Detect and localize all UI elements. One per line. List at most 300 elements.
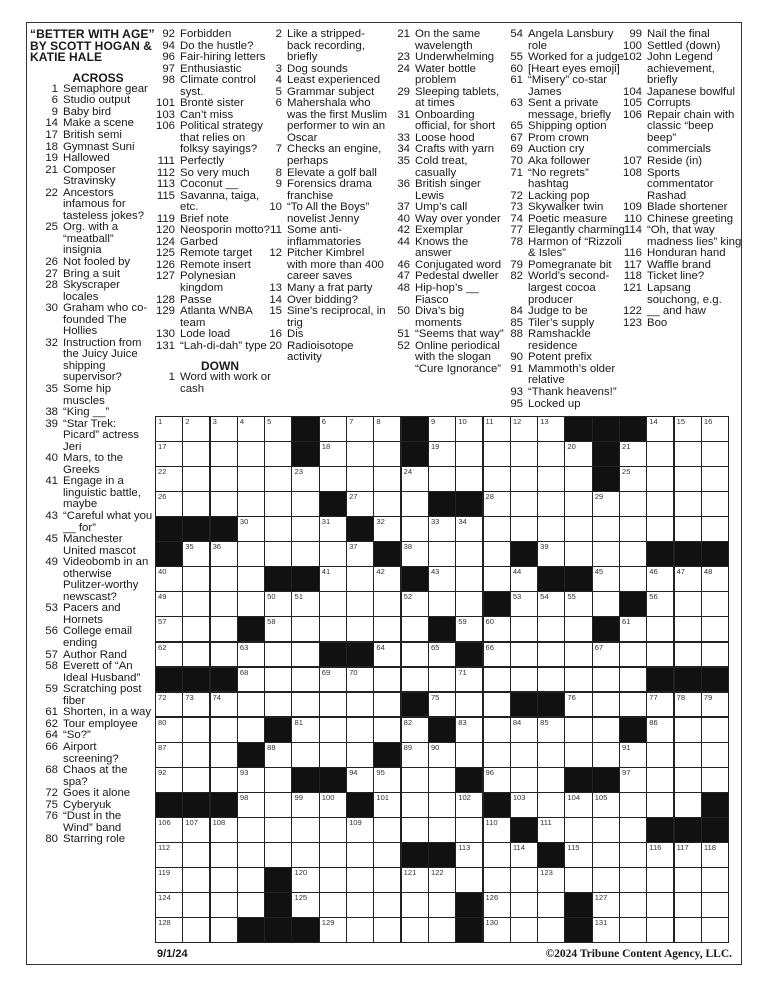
grid-cell[interactable]: [374, 517, 400, 541]
grid-cell[interactable]: [292, 743, 318, 767]
grid-cell[interactable]: [402, 818, 428, 842]
grid-cell[interactable]: [429, 693, 455, 717]
grid-cell[interactable]: [620, 818, 646, 842]
grid-cell[interactable]: [675, 743, 701, 767]
grid-cell[interactable]: [456, 743, 482, 767]
grid-cell[interactable]: [347, 743, 373, 767]
grid-cell[interactable]: [702, 768, 728, 792]
grid-cell[interactable]: [402, 718, 428, 742]
grid-cell[interactable]: [620, 442, 646, 466]
grid-cell[interactable]: [211, 592, 237, 616]
down-clue-114[interactable]: [614, 225, 742, 248]
grid-cell[interactable]: [702, 868, 728, 892]
grid-cell[interactable]: [374, 693, 400, 717]
grid-cell[interactable]: [292, 492, 318, 516]
grid-cell[interactable]: [565, 793, 591, 817]
grid-cell[interactable]: [675, 492, 701, 516]
grid-cell[interactable]: [538, 818, 564, 842]
grid-cell[interactable]: [702, 693, 728, 717]
grid-cell[interactable]: [593, 492, 619, 516]
grid-cell[interactable]: [620, 668, 646, 692]
grid-cell[interactable]: [156, 567, 182, 591]
across-clue-53[interactable]: [30, 603, 154, 626]
grid-cell[interactable]: [565, 843, 591, 867]
grid-cell[interactable]: [702, 567, 728, 591]
grid-cell[interactable]: [402, 768, 428, 792]
down-clue-50[interactable]: [388, 306, 508, 329]
grid-cell[interactable]: [429, 818, 455, 842]
grid-cell[interactable]: [456, 542, 482, 566]
grid-cell[interactable]: [593, 693, 619, 717]
grid-cell[interactable]: [211, 918, 237, 942]
down-clue-88[interactable]: [503, 329, 628, 352]
grid-cell[interactable]: [484, 868, 510, 892]
grid-cell[interactable]: [402, 918, 428, 942]
grid-cell[interactable]: [702, 442, 728, 466]
grid-cell[interactable]: [183, 567, 209, 591]
grid-cell[interactable]: [456, 818, 482, 842]
grid-cell[interactable]: [183, 643, 209, 667]
grid-cell[interactable]: [593, 718, 619, 742]
grid-cell[interactable]: [593, 517, 619, 541]
grid-cell[interactable]: [211, 417, 237, 441]
grid-cell[interactable]: [484, 467, 510, 491]
grid-cell[interactable]: [265, 542, 291, 566]
grid-cell[interactable]: [511, 617, 537, 641]
grid-cell[interactable]: [183, 868, 209, 892]
across-clue-30[interactable]: [30, 303, 154, 338]
grid-cell[interactable]: [484, 567, 510, 591]
grid-cell[interactable]: [593, 893, 619, 917]
grid-cell[interactable]: [156, 918, 182, 942]
grid-cell[interactable]: [183, 843, 209, 867]
across-clue-127[interactable]: [150, 271, 276, 294]
grid-cell[interactable]: [456, 868, 482, 892]
grid-cell[interactable]: [511, 843, 537, 867]
down-clue-71[interactable]: [503, 168, 628, 191]
across-clue-26[interactable]: [30, 257, 154, 269]
grid-cell[interactable]: [211, 768, 237, 792]
grid-cell[interactable]: [402, 743, 428, 767]
grid-cell[interactable]: [593, 843, 619, 867]
across-clue-21[interactable]: [30, 165, 154, 188]
grid-cell[interactable]: [320, 442, 346, 466]
grid-cell[interactable]: [675, 793, 701, 817]
across-clue-56[interactable]: [30, 626, 154, 649]
down-clue-9[interactable]: [265, 179, 387, 202]
grid-cell[interactable]: [429, 918, 455, 942]
grid-cell[interactable]: [374, 467, 400, 491]
grid-cell[interactable]: [565, 643, 591, 667]
grid-cell[interactable]: [702, 467, 728, 491]
grid-cell[interactable]: [620, 517, 646, 541]
grid-cell[interactable]: [347, 417, 373, 441]
grid-cell[interactable]: [320, 693, 346, 717]
grid-cell[interactable]: [647, 643, 673, 667]
grid-cell[interactable]: [238, 442, 264, 466]
grid-cell[interactable]: [347, 893, 373, 917]
grid-cell[interactable]: [183, 617, 209, 641]
grid-cell[interactable]: [402, 868, 428, 892]
down-clue-70[interactable]: [503, 156, 628, 168]
across-clue-66[interactable]: [30, 742, 154, 765]
grid-cell[interactable]: [156, 693, 182, 717]
grid-cell[interactable]: [211, 442, 237, 466]
grid-cell[interactable]: [211, 718, 237, 742]
down-clue-11[interactable]: [265, 225, 387, 248]
grid-cell[interactable]: [620, 492, 646, 516]
grid-cell[interactable]: [620, 793, 646, 817]
grid-cell[interactable]: [265, 843, 291, 867]
grid-cell[interactable]: [211, 868, 237, 892]
grid-cell[interactable]: [183, 693, 209, 717]
grid-cell[interactable]: [565, 818, 591, 842]
grid-cell[interactable]: [320, 668, 346, 692]
grid-cell[interactable]: [347, 693, 373, 717]
crossword-grid[interactable]: [155, 416, 729, 943]
grid-cell[interactable]: [620, 542, 646, 566]
down-clue-48[interactable]: [388, 283, 508, 306]
grid-cell[interactable]: [292, 893, 318, 917]
across-clue-35[interactable]: [30, 384, 154, 407]
grid-cell[interactable]: [511, 868, 537, 892]
grid-cell[interactable]: [265, 492, 291, 516]
grid-cell[interactable]: [265, 617, 291, 641]
grid-cell[interactable]: [538, 467, 564, 491]
grid-cell[interactable]: [292, 517, 318, 541]
grid-cell[interactable]: [538, 517, 564, 541]
grid-cell[interactable]: [511, 918, 537, 942]
grid-cell[interactable]: [511, 743, 537, 767]
grid-cell[interactable]: [429, 467, 455, 491]
grid-cell[interactable]: [484, 492, 510, 516]
grid-cell[interactable]: [211, 492, 237, 516]
grid-cell[interactable]: [292, 668, 318, 692]
grid-cell[interactable]: [156, 768, 182, 792]
grid-cell[interactable]: [456, 567, 482, 591]
grid-cell[interactable]: [347, 768, 373, 792]
grid-cell[interactable]: [183, 718, 209, 742]
down-clue-99[interactable]: [614, 29, 742, 41]
down-clue-10[interactable]: [265, 202, 387, 225]
grid-cell[interactable]: [511, 643, 537, 667]
grid-cell[interactable]: [292, 868, 318, 892]
down-clue-93[interactable]: [503, 387, 628, 399]
down-clue-78[interactable]: [503, 237, 628, 260]
grid-cell[interactable]: [647, 918, 673, 942]
grid-cell[interactable]: [402, 793, 428, 817]
grid-cell[interactable]: [265, 442, 291, 466]
grid-cell[interactable]: [292, 617, 318, 641]
grid-cell[interactable]: [702, 843, 728, 867]
grid-cell[interactable]: [183, 417, 209, 441]
grid-cell[interactable]: [320, 517, 346, 541]
across-clue-72[interactable]: [30, 788, 154, 800]
grid-cell[interactable]: [265, 643, 291, 667]
grid-cell[interactable]: [620, 617, 646, 641]
grid-cell[interactable]: [347, 492, 373, 516]
grid-cell[interactable]: [620, 567, 646, 591]
grid-cell[interactable]: [183, 768, 209, 792]
grid-cell[interactable]: [484, 417, 510, 441]
across-clue-96[interactable]: [150, 52, 276, 64]
grid-cell[interactable]: [156, 492, 182, 516]
down-clue-106[interactable]: [614, 110, 742, 156]
grid-cell[interactable]: [538, 868, 564, 892]
grid-cell[interactable]: [320, 918, 346, 942]
grid-cell[interactable]: [211, 643, 237, 667]
grid-cell[interactable]: [156, 843, 182, 867]
grid-cell[interactable]: [238, 718, 264, 742]
grid-cell[interactable]: [647, 492, 673, 516]
grid-cell[interactable]: [620, 743, 646, 767]
grid-cell[interactable]: [511, 417, 537, 441]
grid-cell[interactable]: [402, 668, 428, 692]
down-clue-2[interactable]: [265, 29, 387, 64]
grid-cell[interactable]: [292, 592, 318, 616]
grid-cell[interactable]: [538, 718, 564, 742]
grid-cell[interactable]: [675, 893, 701, 917]
grid-cell[interactable]: [347, 918, 373, 942]
grid-cell[interactable]: [456, 668, 482, 692]
grid-cell[interactable]: [429, 668, 455, 692]
grid-cell[interactable]: [565, 592, 591, 616]
grid-cell[interactable]: [429, 592, 455, 616]
grid-cell[interactable]: [647, 617, 673, 641]
grid-cell[interactable]: [238, 517, 264, 541]
grid-cell[interactable]: [484, 843, 510, 867]
down-clue-15[interactable]: [265, 306, 387, 329]
grid-cell[interactable]: [511, 442, 537, 466]
grid-cell[interactable]: [211, 467, 237, 491]
grid-cell[interactable]: [183, 592, 209, 616]
grid-cell[interactable]: [429, 793, 455, 817]
grid-cell[interactable]: [374, 668, 400, 692]
grid-cell[interactable]: [702, 517, 728, 541]
grid-cell[interactable]: [484, 693, 510, 717]
down-clue-6[interactable]: [265, 98, 387, 144]
down-clue-55[interactable]: [503, 52, 628, 64]
grid-cell[interactable]: [320, 617, 346, 641]
grid-cell[interactable]: [647, 467, 673, 491]
grid-cell[interactable]: [675, 517, 701, 541]
grid-cell[interactable]: [620, 467, 646, 491]
across-clue-45[interactable]: [30, 534, 154, 557]
grid-cell[interactable]: [484, 442, 510, 466]
grid-cell[interactable]: [238, 417, 264, 441]
grid-cell[interactable]: [702, 743, 728, 767]
across-clue-58[interactable]: [30, 661, 154, 684]
grid-cell[interactable]: [320, 567, 346, 591]
grid-cell[interactable]: [484, 643, 510, 667]
grid-cell[interactable]: [593, 567, 619, 591]
grid-cell[interactable]: [593, 668, 619, 692]
grid-cell[interactable]: [429, 417, 455, 441]
grid-cell[interactable]: [320, 417, 346, 441]
grid-cell[interactable]: [156, 592, 182, 616]
grid-cell[interactable]: [265, 417, 291, 441]
grid-cell[interactable]: [156, 743, 182, 767]
grid-cell[interactable]: [593, 918, 619, 942]
grid-cell[interactable]: [647, 417, 673, 441]
grid-cell[interactable]: [320, 893, 346, 917]
grid-cell[interactable]: [238, 843, 264, 867]
grid-cell[interactable]: [238, 643, 264, 667]
down-clue-24[interactable]: [388, 64, 508, 87]
grid-cell[interactable]: [402, 893, 428, 917]
grid-cell[interactable]: [511, 467, 537, 491]
down-clue-4[interactable]: [265, 75, 387, 87]
grid-cell[interactable]: [593, 868, 619, 892]
down-clue-23[interactable]: [388, 52, 508, 64]
grid-cell[interactable]: [265, 517, 291, 541]
grid-cell[interactable]: [538, 793, 564, 817]
grid-cell[interactable]: [702, 893, 728, 917]
across-clue-32[interactable]: [30, 338, 154, 384]
grid-cell[interactable]: [374, 918, 400, 942]
grid-cell[interactable]: [156, 467, 182, 491]
down-clue-82[interactable]: [503, 271, 628, 306]
grid-cell[interactable]: [183, 818, 209, 842]
grid-cell[interactable]: [647, 442, 673, 466]
grid-cell[interactable]: [565, 542, 591, 566]
across-clue-113[interactable]: [150, 179, 276, 191]
grid-cell[interactable]: [620, 693, 646, 717]
grid-cell[interactable]: [538, 492, 564, 516]
grid-cell[interactable]: [484, 743, 510, 767]
grid-cell[interactable]: [402, 517, 428, 541]
grid-cell[interactable]: [484, 718, 510, 742]
grid-cell[interactable]: [511, 768, 537, 792]
grid-cell[interactable]: [620, 918, 646, 942]
grid-cell[interactable]: [265, 693, 291, 717]
grid-cell[interactable]: [511, 793, 537, 817]
down-clue-1[interactable]: [150, 372, 276, 395]
grid-cell[interactable]: [374, 893, 400, 917]
grid-cell[interactable]: [702, 617, 728, 641]
grid-cell[interactable]: [484, 768, 510, 792]
grid-cell[interactable]: [374, 793, 400, 817]
grid-cell[interactable]: [702, 492, 728, 516]
grid-cell[interactable]: [538, 668, 564, 692]
grid-cell[interactable]: [538, 617, 564, 641]
down-clue-61[interactable]: [503, 75, 628, 98]
grid-cell[interactable]: [265, 768, 291, 792]
across-clue-25[interactable]: [30, 222, 154, 257]
grid-cell[interactable]: [565, 693, 591, 717]
grid-cell[interactable]: [484, 818, 510, 842]
grid-cell[interactable]: [565, 718, 591, 742]
grid-cell[interactable]: [429, 567, 455, 591]
grid-cell[interactable]: [456, 417, 482, 441]
grid-cell[interactable]: [429, 442, 455, 466]
down-clue-52[interactable]: [388, 341, 508, 376]
grid-cell[interactable]: [647, 893, 673, 917]
grid-cell[interactable]: [538, 542, 564, 566]
grid-cell[interactable]: [456, 517, 482, 541]
grid-cell[interactable]: [647, 868, 673, 892]
grid-cell[interactable]: [238, 467, 264, 491]
grid-cell[interactable]: [647, 592, 673, 616]
grid-cell[interactable]: [320, 818, 346, 842]
grid-cell[interactable]: [292, 718, 318, 742]
grid-cell[interactable]: [620, 868, 646, 892]
across-clue-17[interactable]: [30, 130, 154, 142]
grid-cell[interactable]: [538, 893, 564, 917]
grid-cell[interactable]: [156, 643, 182, 667]
down-clue-95[interactable]: [503, 399, 628, 411]
grid-cell[interactable]: [538, 442, 564, 466]
grid-cell[interactable]: [265, 793, 291, 817]
grid-cell[interactable]: [374, 442, 400, 466]
grid-cell[interactable]: [374, 843, 400, 867]
grid-cell[interactable]: [675, 843, 701, 867]
grid-cell[interactable]: [565, 668, 591, 692]
grid-cell[interactable]: [565, 492, 591, 516]
grid-cell[interactable]: [429, 768, 455, 792]
grid-cell[interactable]: [456, 793, 482, 817]
grid-cell[interactable]: [484, 668, 510, 692]
grid-cell[interactable]: [347, 668, 373, 692]
grid-cell[interactable]: [429, 542, 455, 566]
down-clue-122[interactable]: [614, 306, 742, 318]
grid-cell[interactable]: [347, 592, 373, 616]
across-clue-98[interactable]: [150, 75, 276, 98]
grid-cell[interactable]: [675, 617, 701, 641]
grid-cell[interactable]: [647, 693, 673, 717]
grid-cell[interactable]: [565, 743, 591, 767]
down-clue-91[interactable]: [503, 364, 628, 387]
grid-cell[interactable]: [347, 868, 373, 892]
grid-cell[interactable]: [292, 818, 318, 842]
grid-cell[interactable]: [620, 893, 646, 917]
grid-cell[interactable]: [402, 643, 428, 667]
grid-cell[interactable]: [374, 592, 400, 616]
down-clue-36[interactable]: [388, 179, 508, 202]
grid-cell[interactable]: [265, 743, 291, 767]
grid-cell[interactable]: [675, 718, 701, 742]
grid-cell[interactable]: [702, 643, 728, 667]
grid-cell[interactable]: [593, 643, 619, 667]
grid-cell[interactable]: [538, 592, 564, 616]
grid-cell[interactable]: [565, 442, 591, 466]
grid-cell[interactable]: [238, 868, 264, 892]
grid-cell[interactable]: [320, 718, 346, 742]
grid-cell[interactable]: [511, 492, 537, 516]
grid-cell[interactable]: [265, 668, 291, 692]
down-clue-102[interactable]: [614, 52, 742, 87]
grid-cell[interactable]: [183, 442, 209, 466]
grid-cell[interactable]: [183, 542, 209, 566]
down-clue-21[interactable]: [388, 29, 508, 52]
grid-cell[interactable]: [593, 743, 619, 767]
grid-cell[interactable]: [675, 592, 701, 616]
grid-cell[interactable]: [538, 417, 564, 441]
across-clue-28[interactable]: [30, 280, 154, 303]
grid-cell[interactable]: [565, 517, 591, 541]
grid-cell[interactable]: [484, 542, 510, 566]
grid-cell[interactable]: [320, 843, 346, 867]
grid-cell[interactable]: [238, 592, 264, 616]
grid-cell[interactable]: [292, 843, 318, 867]
grid-cell[interactable]: [320, 542, 346, 566]
grid-cell[interactable]: [647, 793, 673, 817]
grid-cell[interactable]: [675, 567, 701, 591]
grid-cell[interactable]: [211, 743, 237, 767]
down-clue-121[interactable]: [614, 283, 742, 306]
across-clue-129[interactable]: [150, 306, 276, 329]
grid-cell[interactable]: [347, 442, 373, 466]
